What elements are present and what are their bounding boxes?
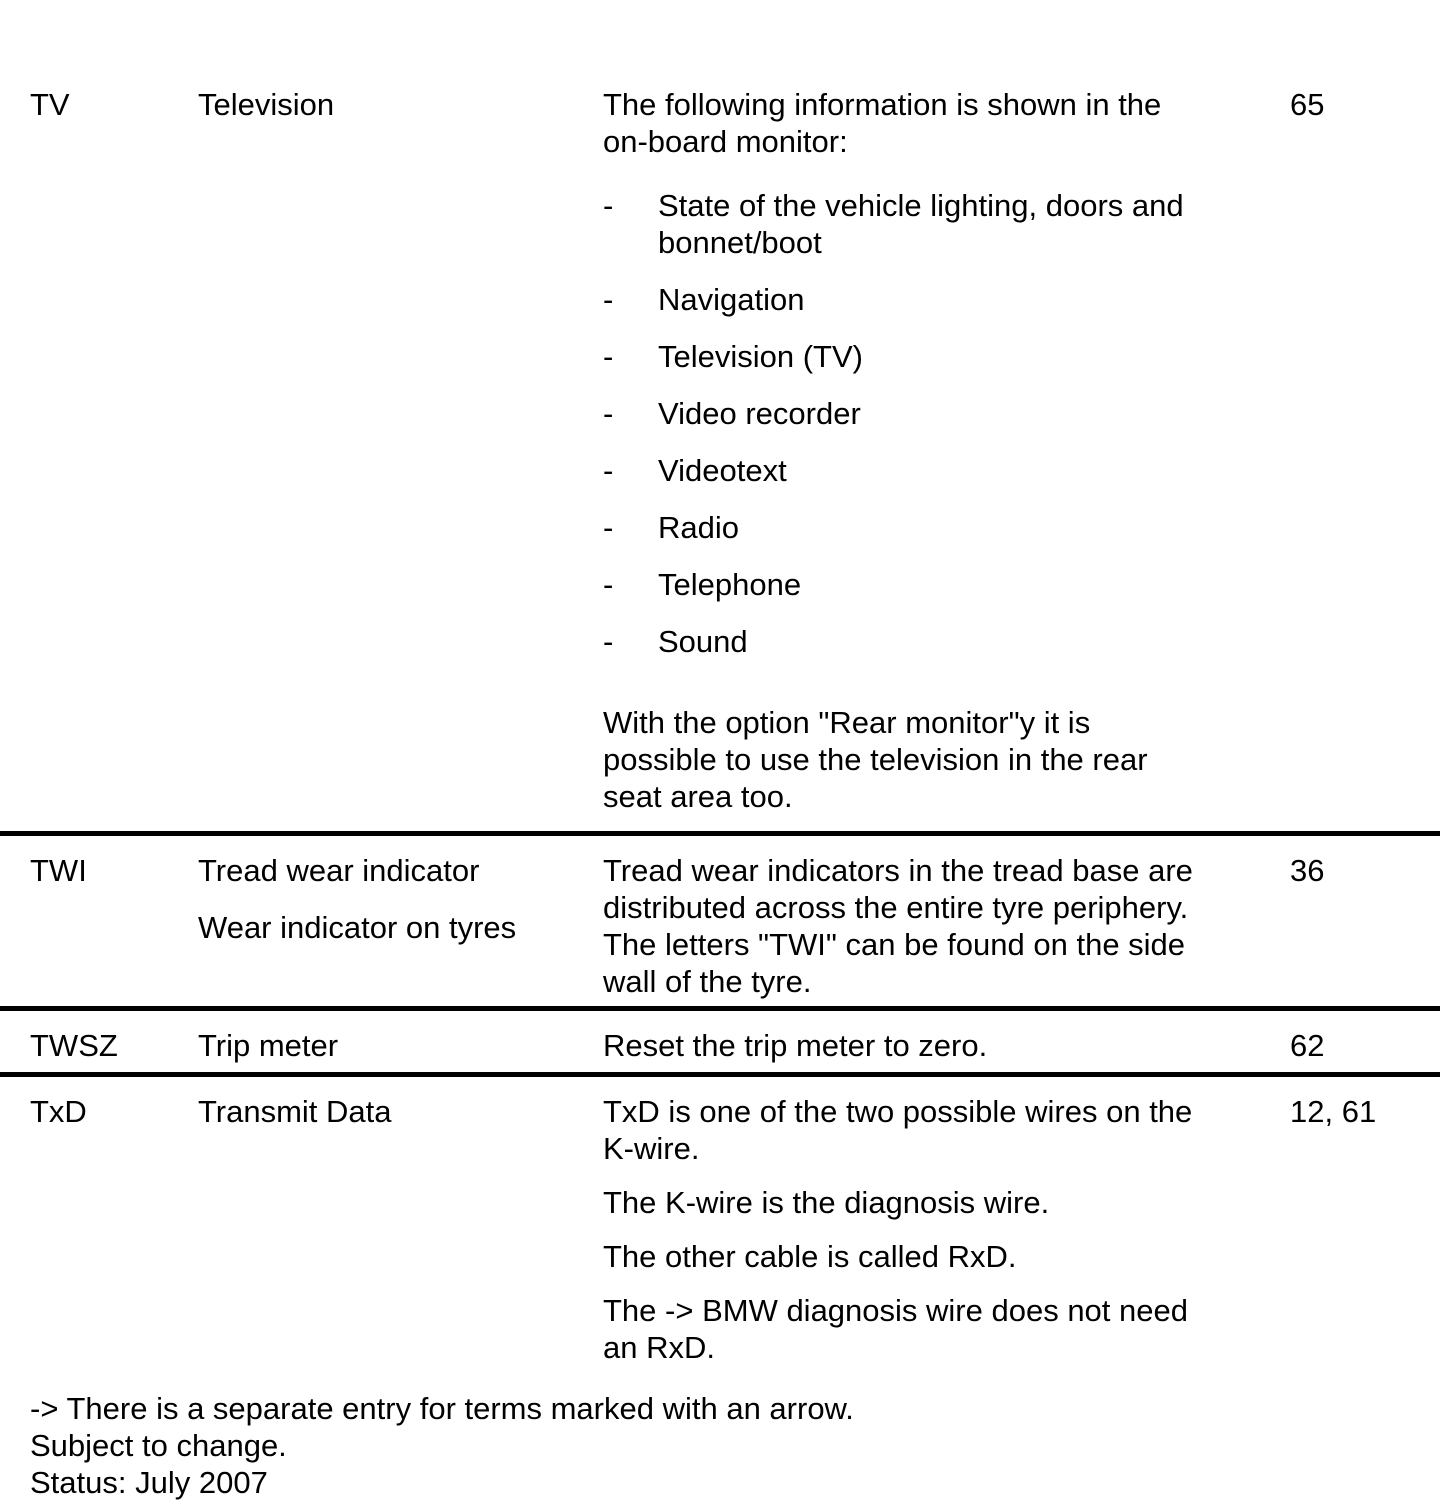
abbreviation-text: TV <box>30 87 70 122</box>
abbreviation-cell <box>30 1093 198 1366</box>
page-ref: 12, 61 <box>1290 1094 1377 1129</box>
abbreviation-text: TxD <box>30 1094 87 1129</box>
status-date: Status: July 2007 <box>30 1465 268 1500</box>
list-item <box>603 509 1260 546</box>
list-item <box>603 452 1260 489</box>
list-item-text: Videotext <box>658 453 787 488</box>
list-item <box>603 566 1260 603</box>
abbreviation-cell <box>30 86 198 815</box>
bullet-dash-icon: - <box>603 453 614 488</box>
list-item-text: Telephone <box>658 567 802 602</box>
list-item <box>603 395 1260 432</box>
glossary-row-txd <box>0 1077 1440 1366</box>
list-item-text: Navigation <box>658 282 805 317</box>
description-paragraph: The K-wire is the diagnosis wire. <box>603 1185 1050 1220</box>
abbreviation-text: TWI <box>30 853 87 888</box>
list-item-text: Radio <box>658 510 739 545</box>
description-paragraph: The other cable is called RxD. <box>603 1239 1017 1274</box>
description-cell <box>603 852 1260 1000</box>
list-item <box>603 281 1260 318</box>
list-item-text: Sound <box>658 624 748 659</box>
term-cell <box>198 86 603 815</box>
page-ref: 62 <box>1290 1028 1325 1063</box>
abbreviation-text: TWSZ <box>30 1028 118 1063</box>
list-item-text: Television (TV) <box>658 339 863 374</box>
description-cell <box>603 86 1260 815</box>
term-text: Transmit Data <box>198 1094 392 1129</box>
description-outro: With the option "Rear monitor"y it is possible to use the television in the rear seat area too. <box>603 705 1148 814</box>
list-item <box>603 187 1260 261</box>
description-paragraph: TxD is one of the two possible wires on the K-wire. <box>603 1094 1193 1166</box>
term-text: Television <box>198 87 335 122</box>
subject-to-change-note: Subject to change. <box>30 1428 287 1463</box>
page-ref-cell <box>1260 1093 1432 1366</box>
glossary-row-twi <box>0 836 1440 1011</box>
abbreviation-cell <box>30 1027 198 1064</box>
page-ref-cell <box>1260 1027 1432 1064</box>
glossary-row-twsz <box>0 1011 1440 1077</box>
page-ref: 65 <box>1290 87 1325 122</box>
glossary-row-tv <box>0 86 1440 836</box>
page-footer <box>0 1390 1440 1501</box>
page-ref-cell <box>1260 86 1432 815</box>
term-cell <box>198 1027 603 1064</box>
bullet-dash-icon: - <box>603 396 614 431</box>
page-ref-cell <box>1260 852 1432 1000</box>
list-item <box>603 623 1260 660</box>
list-item-text: Video recorder <box>658 396 861 431</box>
description-paragraph: The -> BMW diagnosis wire does not need an RxD. <box>603 1293 1188 1365</box>
list-item-text: State of the vehicle lighting, doors and bonnet/boot <box>658 188 1184 260</box>
description-paragraph: Tread wear indicators in the tread base are distributed across the entire tyre periphery. The letters "TWI" can be found on the side wall of the tyre. <box>603 853 1193 999</box>
description-intro: The following information is shown in the on-board monitor: <box>603 87 1162 159</box>
page-ref: 36 <box>1290 853 1325 888</box>
term-cell <box>198 852 603 1000</box>
bullet-dash-icon: - <box>603 510 614 545</box>
term-cell <box>198 1093 603 1366</box>
description-cell <box>603 1027 1260 1064</box>
term-text: Trip meter <box>198 1028 339 1063</box>
description-paragraph: Reset the trip meter to zero. <box>603 1028 988 1063</box>
bullet-dash-icon: - <box>603 624 614 659</box>
bullet-dash-icon: - <box>603 282 614 317</box>
bullet-dash-icon: - <box>603 339 614 374</box>
description-cell <box>603 1093 1260 1366</box>
list-item <box>603 338 1260 375</box>
bullet-dash-icon: - <box>603 567 614 602</box>
abbreviation-cell <box>30 852 198 1000</box>
arrow-note: -> There is a separate entry for terms marked with an arrow. <box>30 1391 854 1426</box>
term-text: Tread wear indicator Wear indicator on tyres <box>198 853 517 945</box>
bullet-dash-icon: - <box>603 188 614 223</box>
monitor-info-list <box>603 187 1260 660</box>
